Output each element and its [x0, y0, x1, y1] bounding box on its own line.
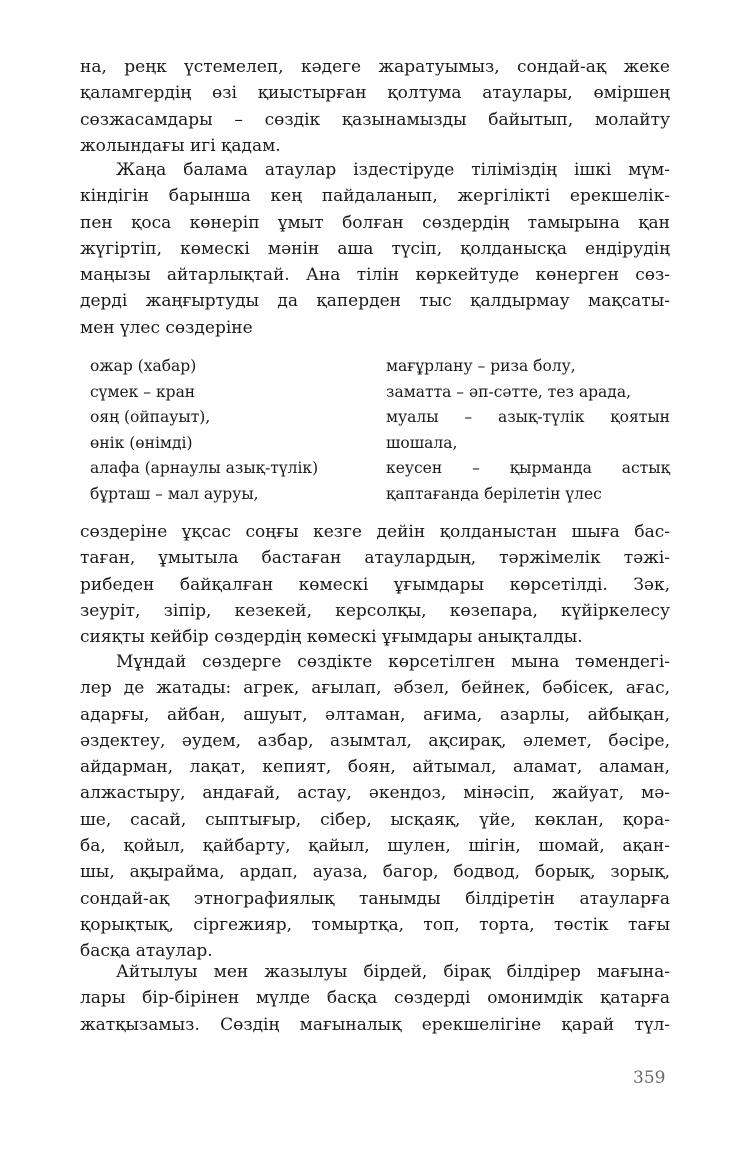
- text-line: рибеден байқалған көмескі ұғымдары көрсетілді. Зәк,: [80, 574, 670, 595]
- table-cell-right: муалы – азық-түлік қоятын: [386, 408, 670, 426]
- text-line: алжастыру, андағай, астау, әкендоз, мінәсіп, жайуат, мә-: [80, 783, 670, 804]
- table-row: [90, 405, 670, 431]
- word-list-table: [90, 354, 670, 507]
- text-line: сөзжасамдары – сөздік қазынамызды байытып, молайту: [80, 109, 670, 130]
- text-line: зеуріт, зіпір, кезекей, керсолқы, көзепара, күйіркелесу: [80, 600, 670, 621]
- text-line: дерді жаңғыртуды да қаперден тыс қалдырмау мақсаты-: [80, 291, 670, 312]
- table-row: [90, 482, 670, 508]
- paragraph-4: [80, 649, 670, 965]
- table-cell-right: шошала,: [386, 433, 458, 452]
- table-row: [90, 380, 670, 406]
- text-line: лер де жатады: агрек, ағылап, әбзел, бейнек, бәбісек, ағас,: [80, 678, 670, 699]
- table-cell-left: алафа (арнаулы азық-түлік): [90, 459, 319, 477]
- text-line: ба, қойыл, қайбарту, қайыл, шулен, шігін, шомай, ақан-: [80, 836, 670, 857]
- table-row: [90, 431, 670, 457]
- text-line: қаламгердің өзі қиыстырған қолтума атаулары, өміршең: [80, 83, 670, 104]
- text-line: мен үлес сөздеріне: [80, 317, 253, 338]
- text-line: Жаңа балама атаулар іздестіруде тіліміздің ішкі мүм-: [116, 160, 670, 180]
- text-line: шы, ақырайма, ардап, ауаза, багор, бодвод, борық, зорық,: [80, 862, 670, 883]
- table-cell-right: қаптағанда берілетін үлес: [386, 484, 602, 503]
- table-cell-right: заматта – әп-сәтте, тез арада,: [386, 382, 632, 401]
- page-number: 359: [633, 1068, 666, 1088]
- text-line: адарғы, айбан, ашуыт, әлтаман, ағима, азарлы, айбықан,: [80, 704, 670, 725]
- paragraph-2: [80, 157, 670, 341]
- table-row: [90, 456, 670, 482]
- text-line: на, реңк үстемелеп, кәдеге жаратуымыз, сондай-ақ жеке: [80, 57, 670, 77]
- text-line: кіндігін барынша кең пайдаланып, жергілікті ерекшелік-: [80, 186, 670, 207]
- paragraph-3: [80, 519, 670, 650]
- text-line: Мұндай сөздерге сөздікте көрсетілген мына төмендегі-: [116, 652, 670, 672]
- text-line: маңызы айтарлықтай. Ана тілін көркейтуде көнерген сөз-: [80, 265, 670, 286]
- paragraph-5: [80, 959, 670, 1038]
- text-line: сияқты кейбір сөздердің көмескі ұғымдары анықталды.: [80, 627, 583, 648]
- text-line: Айтылуы мен жазылуы бірдей, бірақ білдірер мағына-: [116, 962, 670, 982]
- text-line: пен қоса көнеріп ұмыт болған сөздердің тамырына қан: [80, 212, 670, 233]
- text-line: жүгіртіп, көмескі мәнін аша түсіп, қолданысқа ендірудің: [80, 238, 670, 259]
- text-line: басқа атаулар.: [80, 941, 213, 962]
- text-line: сөздеріне ұқсас соңғы кезге дейін қолданыстан шыға бас-: [80, 522, 670, 542]
- text-line: айдарман, лақат, кепият, боян, айтымал, аламат, аламан,: [80, 757, 670, 778]
- table-cell-left: өнік (өнімді): [90, 433, 193, 452]
- text-line: ше, сасай, сыптығыр, сібер, ысқаяқ, үйе, көклан, қора-: [80, 809, 670, 830]
- table-cell-left: ояң (ойпауыт),: [90, 408, 211, 426]
- table-cell-left: сүмек – кран: [90, 382, 196, 401]
- table-row: [90, 354, 670, 380]
- table-cell-left: ожар (хабар): [90, 357, 197, 375]
- text-line: сондай-ақ этнографиялық танымды білдіретін атауларға: [80, 888, 670, 909]
- text-line: лары бір-бірінен мүлде басқа сөздерді омонимдік қатарға: [80, 988, 670, 1009]
- text-line: жатқызамыз. Сөздің мағыналық ерекшелігіне қарай түл-: [80, 1014, 670, 1035]
- text-line: таған, ұмытыла бастаған атаулардың, тәржімелік тәжі-: [80, 548, 670, 569]
- table-cell-left: бұрташ – мал ауруы,: [90, 484, 259, 503]
- table-cell-right: кеусен – қырманда астық: [386, 459, 670, 477]
- table-cell-right: мағұрлану – риза болу,: [386, 357, 576, 375]
- text-line: қорықтық, сіргежияр, томыртқа, топ, торта, төстік тағы: [80, 914, 670, 935]
- text-line: жолындағы игі қадам.: [80, 135, 281, 156]
- paragraph-1: [80, 54, 670, 159]
- text-line: әздектеу, әудем, азбар, азымтал, ақсирақ, әлемет, бәсіре,: [80, 730, 670, 751]
